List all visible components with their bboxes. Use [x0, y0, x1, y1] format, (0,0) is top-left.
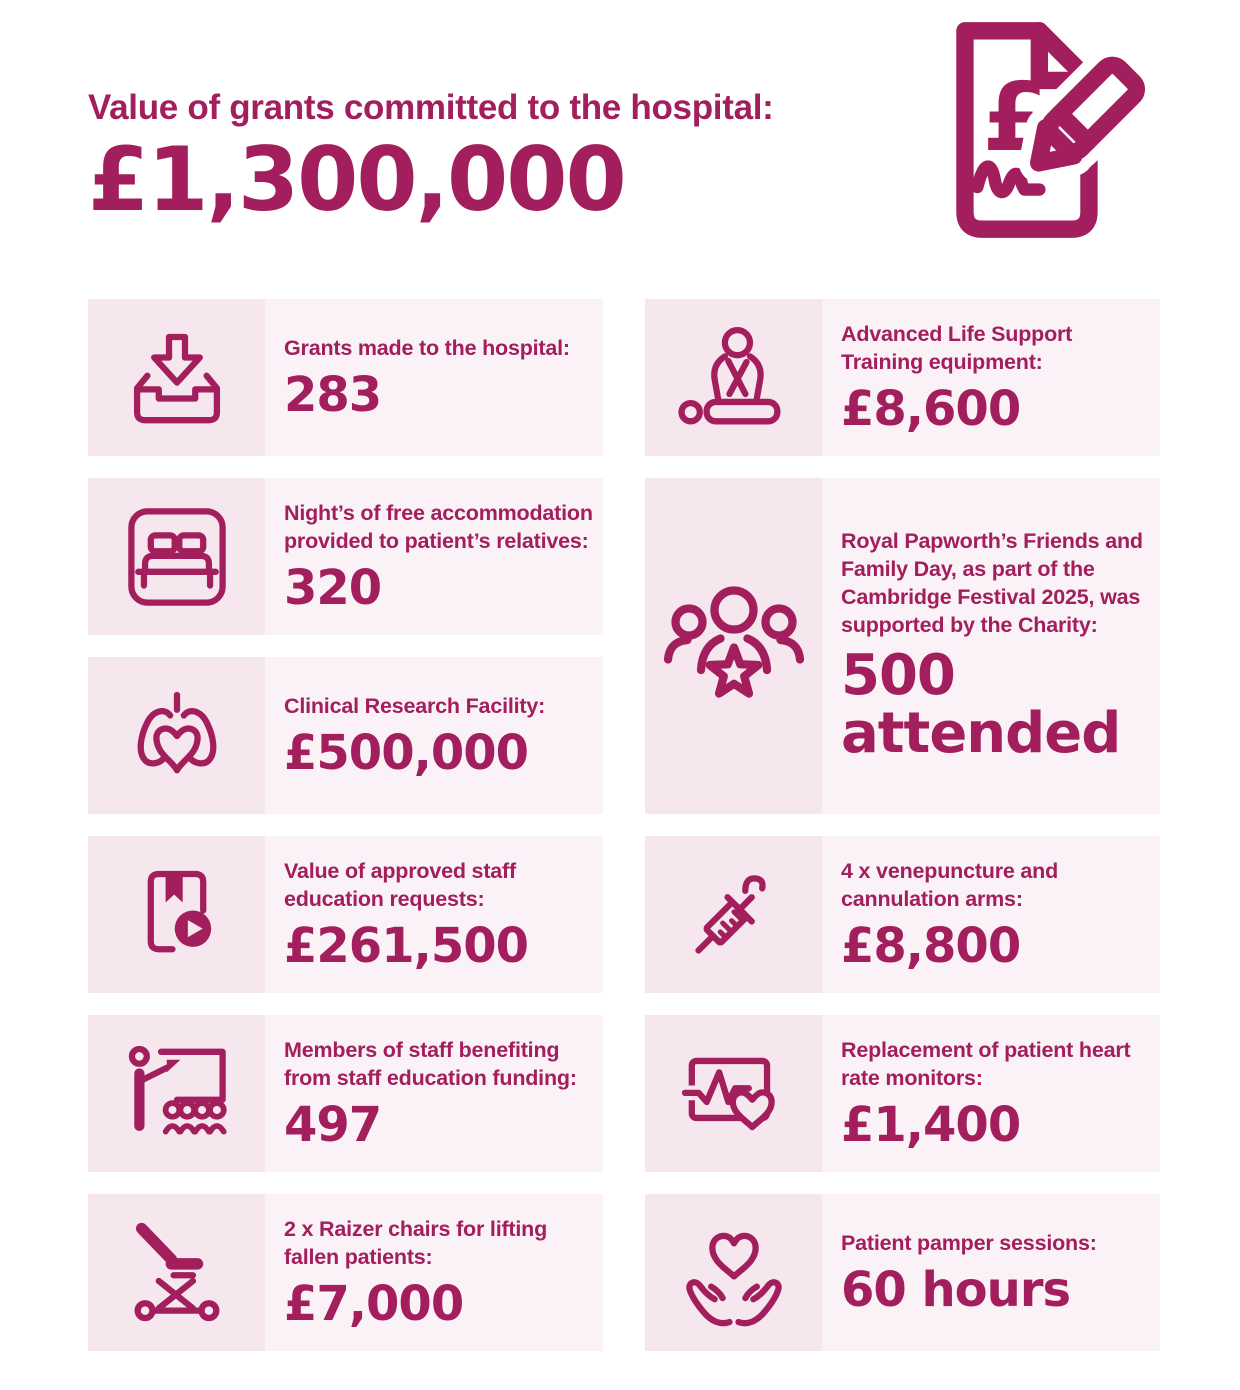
stat-card-venepuncture-arms	[645, 836, 1160, 993]
stat-value: 60 hours	[841, 1261, 1071, 1318]
stat-card-clinical-research	[88, 657, 603, 814]
stat-text	[265, 478, 603, 635]
icon-cell	[645, 299, 822, 456]
icon-cell	[88, 1194, 265, 1351]
icon-cell	[88, 657, 265, 814]
stat-label: 2 x Raizer chairs for lifting fallen patients:	[284, 1216, 548, 1269]
stat-text	[822, 1194, 1160, 1351]
staff-training-icon	[120, 1037, 234, 1151]
friends-family-star-icon	[659, 571, 809, 721]
page-title: Value of grants committed to the hospital:	[88, 88, 774, 127]
stat-value: £7,000	[284, 1275, 464, 1332]
raizer-chair-icon	[120, 1216, 234, 1330]
stat-text	[265, 657, 603, 814]
svg-text:£: £	[982, 63, 1048, 173]
stat-value: £1,400	[841, 1096, 1021, 1153]
stat-value: 497	[284, 1096, 382, 1153]
icon-cell	[645, 836, 822, 993]
icon-cell	[645, 1015, 822, 1172]
stat-value: £500,000	[284, 724, 529, 781]
header	[88, 88, 828, 231]
stat-card-accommodation	[88, 478, 603, 635]
stat-value: £261,500	[284, 917, 529, 974]
icon-cell	[88, 478, 265, 635]
icon-cell	[645, 1194, 822, 1351]
stat-text	[265, 1194, 603, 1351]
cpr-training-icon	[677, 321, 791, 435]
stat-card-pamper-sessions	[645, 1194, 1160, 1351]
stats-grid	[88, 299, 1160, 1351]
stat-text	[822, 836, 1160, 993]
stat-label: Advanced Life Support Training equipment:	[841, 321, 1073, 374]
stat-card-friends-family-day	[645, 478, 1160, 814]
stat-card-raizer-chairs	[88, 1194, 603, 1351]
hands-heart-icon	[677, 1216, 791, 1330]
stat-card-life-support	[645, 299, 1160, 456]
stat-label: Replacement of patient heart rate monitors:	[841, 1037, 1131, 1090]
bed-icon	[120, 500, 234, 614]
stat-card-education-requests	[88, 836, 603, 993]
stat-label: Night’s of free accommodation provided to patient’s relatives:	[284, 500, 593, 553]
stat-text	[265, 1015, 603, 1172]
icon-cell	[88, 1015, 265, 1172]
stat-label: Patient pamper sessions:	[841, 1230, 1097, 1255]
stat-value: 320	[284, 559, 382, 616]
stat-label: Members of staff benefiting from staff education funding:	[284, 1037, 577, 1090]
lungs-heart-icon	[120, 679, 234, 793]
book-play-icon	[120, 858, 234, 972]
right-column	[645, 299, 1160, 1351]
stat-label: Value of approved staff education requests:	[284, 858, 516, 911]
icon-cell	[645, 478, 822, 814]
syringe-icon	[677, 858, 791, 972]
stat-label: Grants made to the hospital:	[284, 335, 570, 360]
stat-text	[265, 836, 603, 993]
icon-cell	[88, 836, 265, 993]
total-grants-value: £1,300,000	[88, 128, 625, 231]
stat-text	[822, 299, 1160, 456]
stat-card-grants-made	[88, 299, 603, 456]
stat-card-staff-benefiting	[88, 1015, 603, 1172]
stat-label: Royal Papworth’s Friends and Family Day, as part of the Cambridge Festival 2025, was supported by the Charity:	[841, 528, 1143, 637]
left-column	[88, 299, 603, 1351]
stat-text	[265, 299, 603, 456]
stat-value: £8,600	[841, 380, 1021, 437]
stat-text	[822, 478, 1160, 814]
stat-card-heart-monitors	[645, 1015, 1160, 1172]
stat-label: Clinical Research Facility:	[284, 693, 546, 718]
heart-monitor-icon	[677, 1037, 791, 1151]
grant-document-pen-icon	[898, 6, 1146, 254]
stat-value: 500 attended	[841, 642, 1121, 767]
stat-text	[822, 1015, 1160, 1172]
stat-value: £8,800	[841, 917, 1021, 974]
stat-value: 283	[284, 366, 382, 423]
inbox-download-icon	[120, 321, 234, 435]
icon-cell	[88, 299, 265, 456]
stat-label: 4 x venepuncture and cannulation arms:	[841, 858, 1059, 911]
